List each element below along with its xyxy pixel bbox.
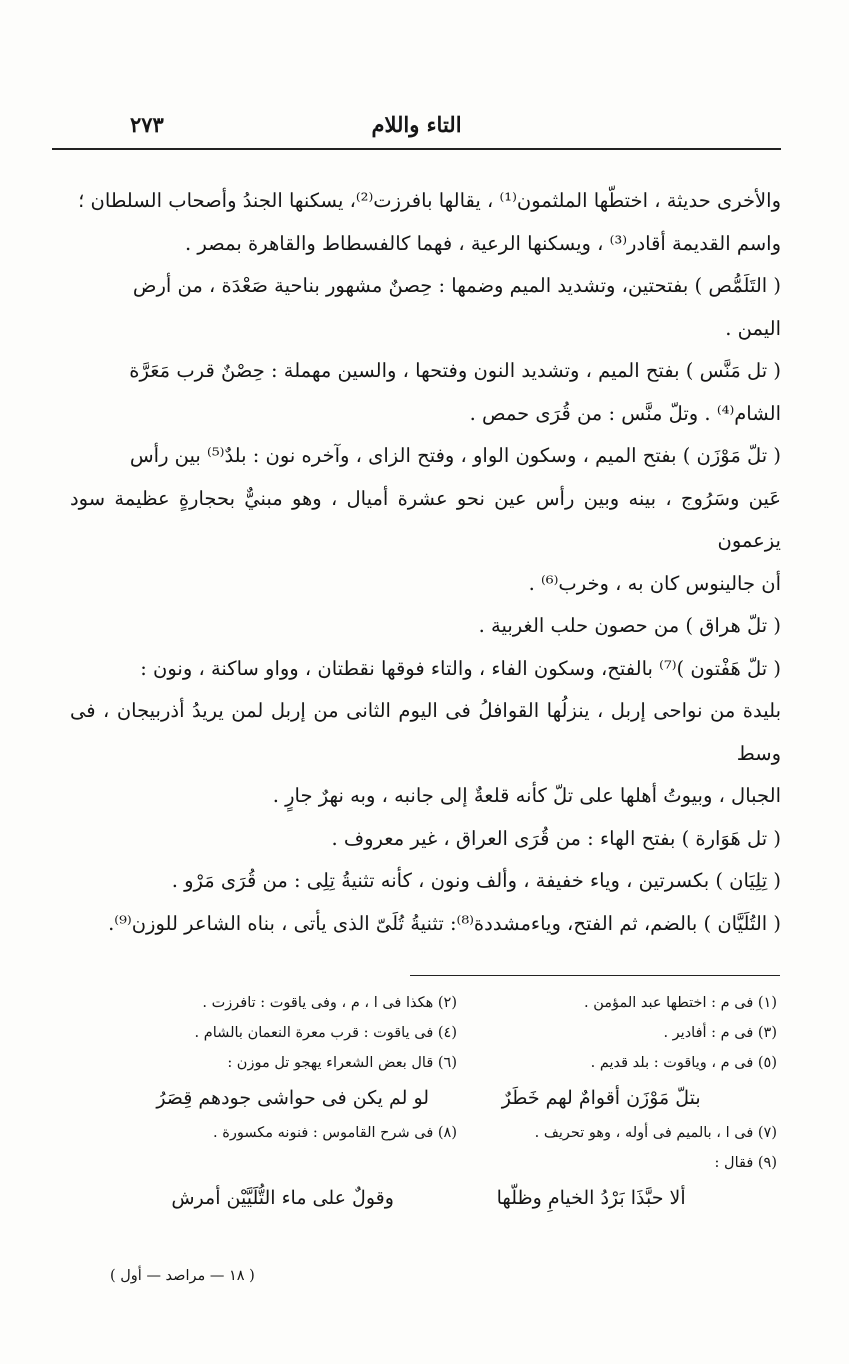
verse-hemistich: لو لم يكن فى حواشى جودهم قِصَرُ: [156, 1087, 430, 1109]
text-line: ( تلّ مَوْزَن ) بفتح الميم ، وسكون الواو ، وفتح الزاى ، وآخره نون : بلدٌ⁽⁵⁾ بين رأس: [129, 444, 781, 467]
text-line: الجبال ، وبيوتُ أهلها على تلّ كأنه قلعةٌ إلى جانبه ، وبه نهرٌ جارٍ .: [272, 784, 781, 807]
text-line: ( تلّ هراق ) من حصون حلب الغربية .: [478, 614, 781, 637]
text-line: والأخرى حديثة ، اختطّها الملثمون⁽¹⁾ ، يقالها بافرزت⁽²⁾، يسكنها الجندُ وأصحاب السلطان ؛: [78, 189, 781, 212]
footnote: (٦) قال بعض الشعراء يهجو تل موزن :: [227, 1055, 457, 1071]
footnote-row: [80, 1018, 777, 1048]
text-line: عَين وسَرُوج ، بينه وبين رأس عين نحو عشرة أميال ، وهو مبنيٌّ بحجارةٍ عظيمة سود يزعمون: [70, 486, 781, 552]
main-text: [70, 180, 781, 945]
text-line: الشام⁽⁴⁾ . وتلّ منَّس : من قُرَى حمص .: [469, 401, 781, 425]
verse-hemistich: ألا حبَّذَا بَرْدُ الخيامِ وظلّها: [496, 1187, 686, 1209]
verse: [80, 1078, 777, 1118]
text-line: ( التُلَيَّان ) بالضم، ثم الفتح، وياءمشددة⁽⁸⁾: تثنيةُ تُلَىّ الذى يأتى ، بناه الشاعر للوزن⁽⁹⁾.: [108, 911, 781, 935]
footnote-row: [80, 988, 777, 1018]
footnote: (٢) هكذا فى ا ، م ، وفى ياقوت : تافرزت .: [202, 995, 457, 1011]
text-line: أن جالينوس كان به ، وخرب⁽⁶⁾ .: [528, 571, 781, 595]
footnotes: [80, 988, 777, 1218]
footnote: (٣) فى م : أفادير .: [663, 1025, 777, 1041]
text-line: ( تِلِيَان ) بكسرتين ، وياء خفيفة ، وألف ونون ، كأنه تثنيةُ تِلِى : من قُرَى مَرْو .: [171, 869, 781, 892]
footnote: (٩) فقال :: [714, 1155, 777, 1171]
running-title: التاء واللام: [371, 112, 462, 137]
footnote: (٨) فى شرح القاموس : فنونه مكسورة .: [213, 1125, 457, 1141]
text-line: ( تلّ هَفْتون )⁽⁷⁾ بالفتح، وسكون الفاء ، والتاء فوقها نقطتان ، وواو ساكنة ، ونون :: [140, 656, 781, 680]
text-line: ( تل هَوَارة ) بفتح الهاء : من قُرَى العراق ، غير معروف .: [331, 826, 781, 850]
text-line: بليدة من نواحى إربل ، ينزلُها القوافلُ فى اليوم الثانى من إربل لمن يريدُ أذربيجان ، فى وسط: [70, 699, 781, 765]
footnote-row: [80, 1148, 777, 1178]
verse-hemistich: بتلّ مَوْزَن أقوامٌ لهم خَطَرٌ: [501, 1087, 701, 1109]
page-header: [52, 112, 781, 150]
footnote: (٥) فى م ، وياقوت : بلد قديم .: [590, 1055, 777, 1071]
text-line: واسم القديمة أقادر⁽³⁾ ، ويسكنها الرعية ، فهما كالفسطاط والقاهرة بمصر .: [185, 231, 781, 255]
footnote: (١) فى م : اختطها عبد المؤمن .: [583, 995, 777, 1011]
text-line: ( التَلَمُّص ) بفتحتين، وتشديد الميم وضمها : حِصنٌ مشهور بناحية صَعْدَة ، من أرض: [132, 274, 781, 297]
footnote: (٤) فى ياقوت : قرب معرة النعمان بالشام .: [194, 1025, 457, 1041]
footnote-divider: [410, 975, 780, 976]
footnote: (٧) فى ا ، بالميم فى أوله ، وهو تحريف .: [534, 1125, 777, 1141]
page-number: ٢٧٣: [130, 112, 164, 137]
signature-mark: ( ١٨ — مراصد — أول ): [110, 1268, 255, 1284]
verse: [80, 1178, 777, 1218]
footnote-row: [80, 1118, 777, 1148]
text-line: ( تل مَنَّس ) بفتح الميم ، وتشديد النون وفتحها ، والسين مهملة : حِصْنٌ قرب مَعَرَّة: [129, 359, 781, 382]
verse-hemistich: وقولٌ على ماء التُّلَيَّيْن أمرش: [171, 1187, 394, 1209]
footnote-row: [80, 1048, 777, 1078]
text-line: اليمن .: [725, 316, 781, 340]
